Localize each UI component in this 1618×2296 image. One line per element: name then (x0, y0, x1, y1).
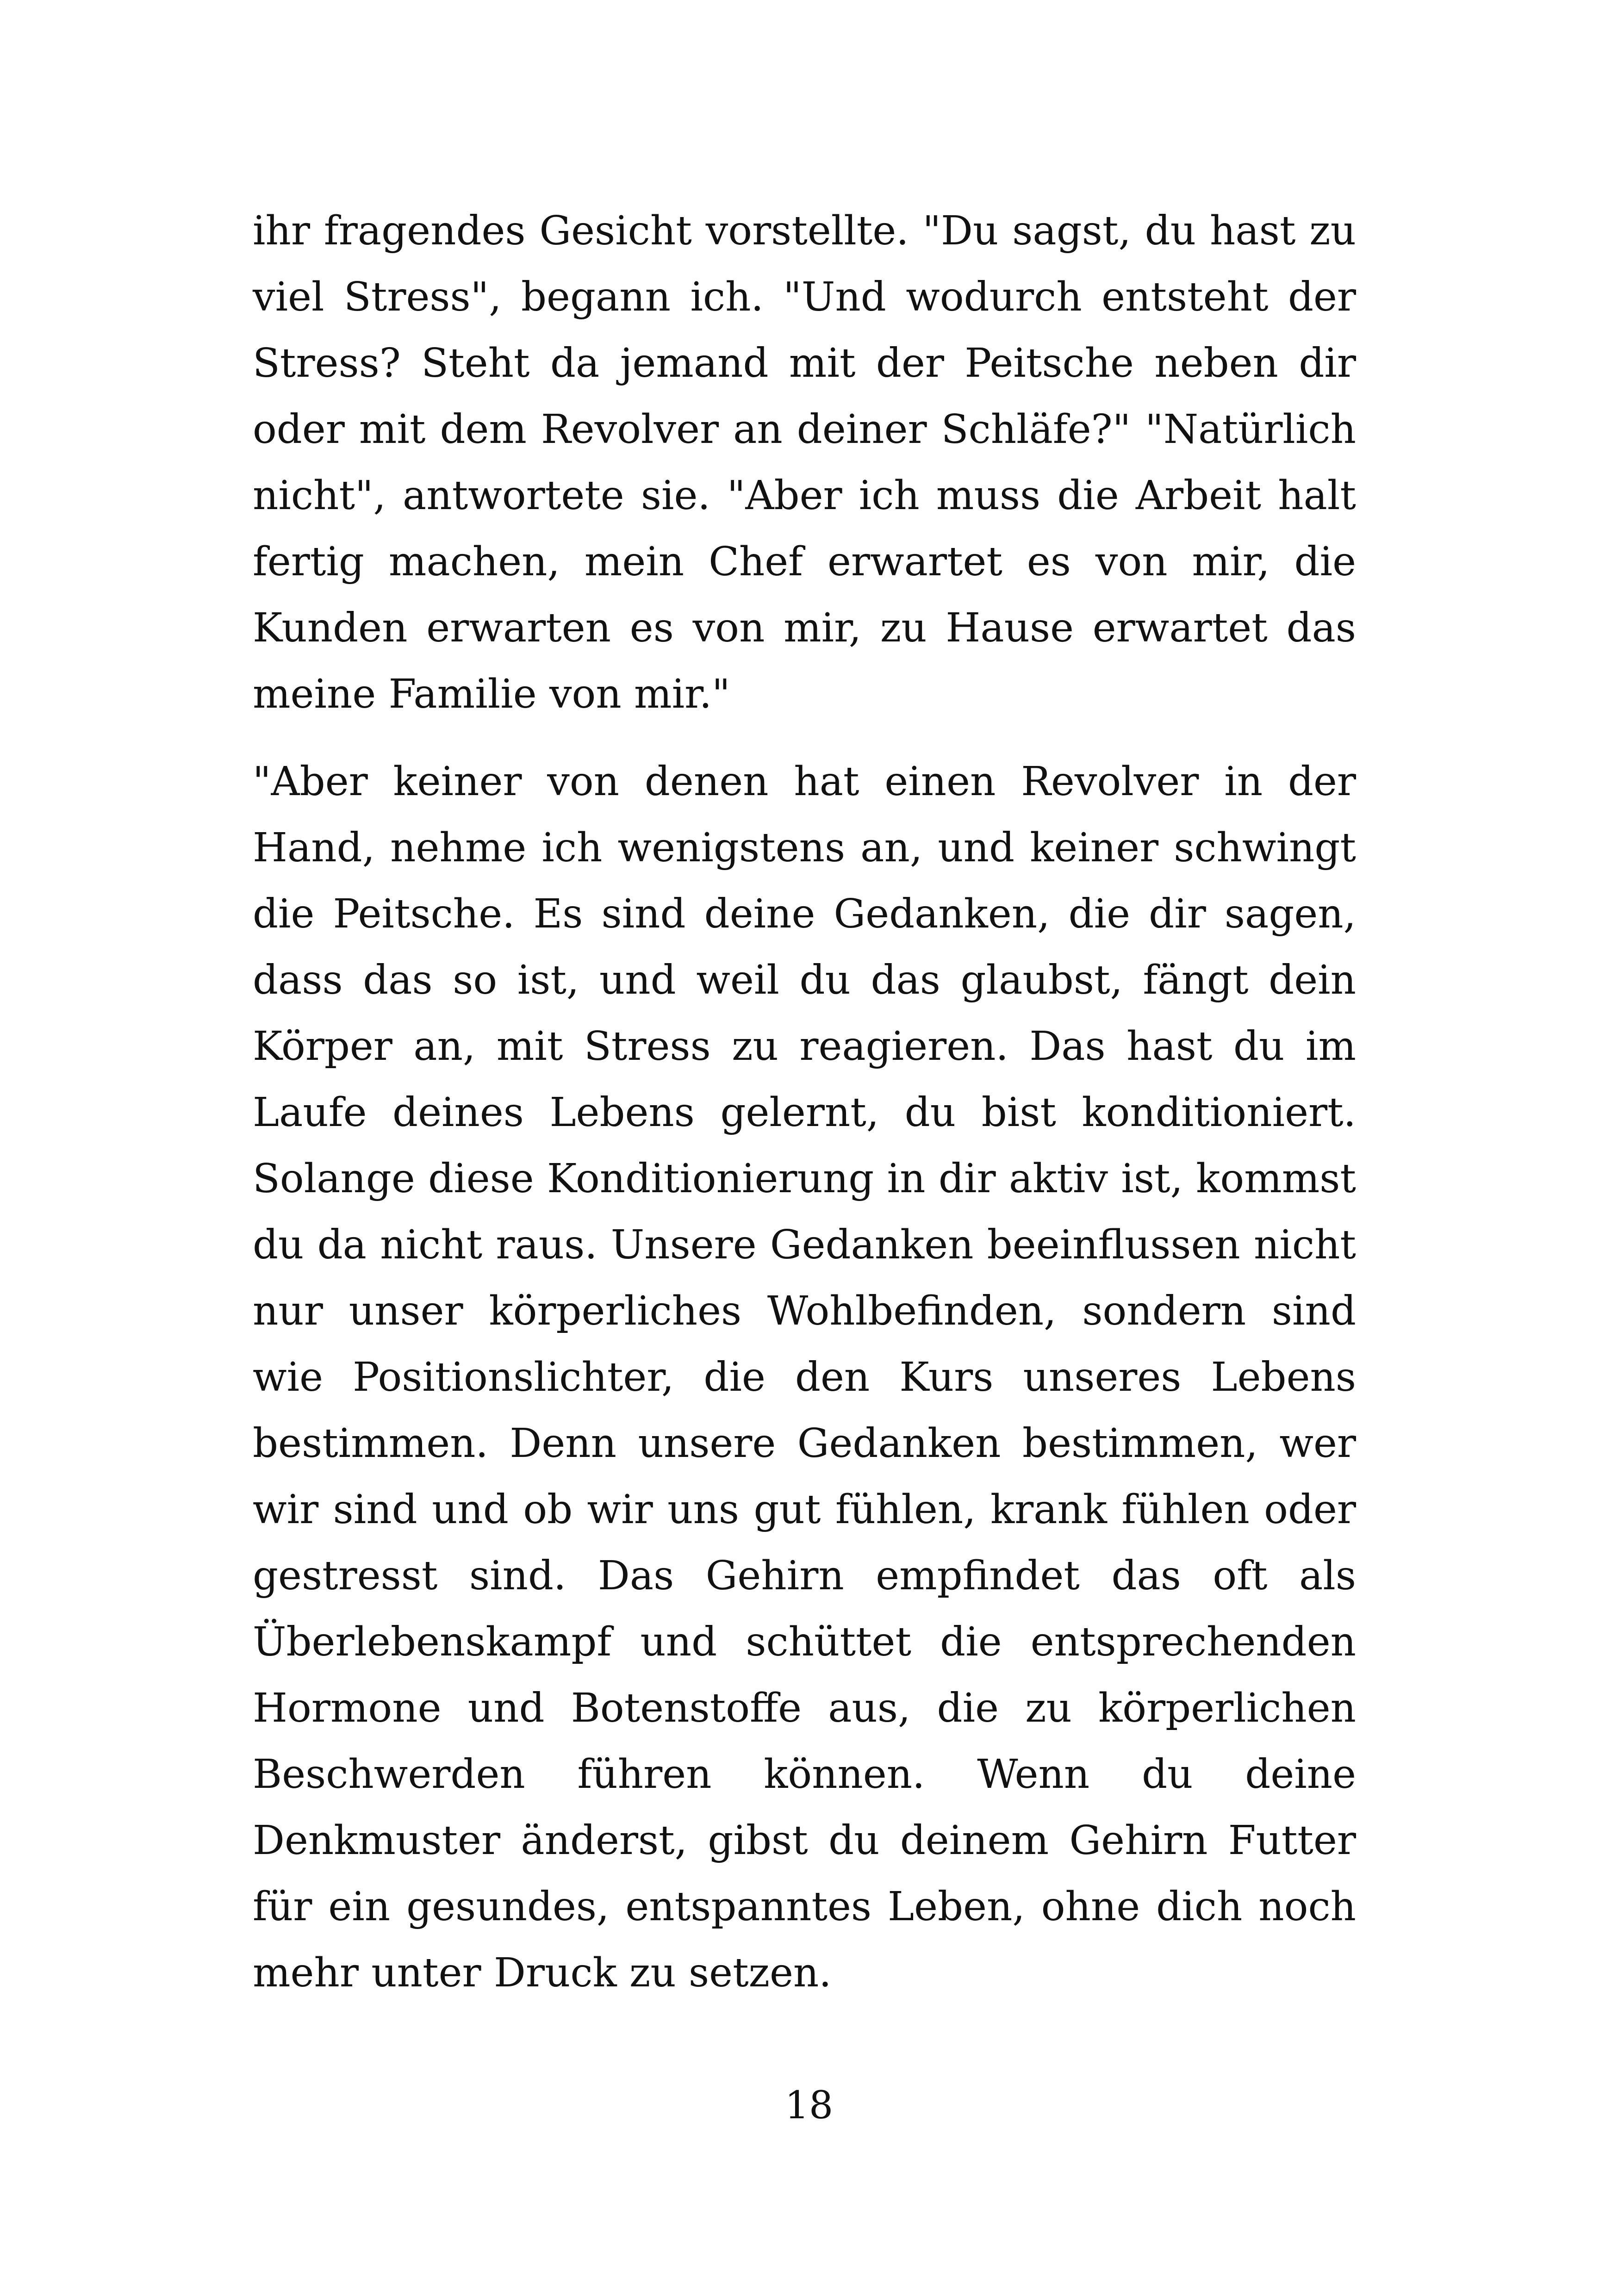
paragraph-1: ihr fragendes Gesicht vorstellte. "Du sagst, du hast zu viel Stress", begann ich. "Und wodurch entsteht der Stress? Steht da jemand mit der Peitsche neben dir oder mit dem Revolver an deiner Schläfe?" "Natürlich nicht", antwortete sie. "Aber ich muss die Arbeit halt fertig machen, mein Chef erwartet es von mir, die Kunden erwarten es von mir, zu Hause erwartet das meine Familie von mir." (253, 208, 1356, 717)
page-number: 18 (784, 2084, 834, 2128)
body-text (253, 198, 1356, 2006)
paragraph-2: "Aber keiner von denen hat einen Revolver in der Hand, nehme ich wenigstens an, und keiner schwingt die Peitsche. Es sind deine Gedanken, die dir sagen, dass das so ist, und weil du das glaubst, fängt dein Körper an, mit Stress zu reagieren. Das hast du im Laufe deines Lebens gelernt, du bist konditioniert. Solange diese Konditionierung in dir aktiv ist, kommst du da nicht raus. Unsere Gedanken beeinflussen nicht nur unser körperliches Wohlbefinden, sondern sind wie Positionslichter, die den Kurs unseres Lebens bestimmen. Denn unsere Gedanken bestimmen, wer wir sind und ob wir uns gut fühlen, krank fühlen oder gestresst sind. Das Gehirn empfindet das oft als Überlebenskampf und schüttet die entsprechenden Hormone und Botenstoffe aus, die zu körperlichen Beschwerden führen können. Wenn du deine Denkmuster änderst, gibst du deinem Gehirn Futter für ein gesundes, entspanntes Leben, ohne dich noch mehr unter Druck zu setzen. (253, 759, 1356, 1996)
